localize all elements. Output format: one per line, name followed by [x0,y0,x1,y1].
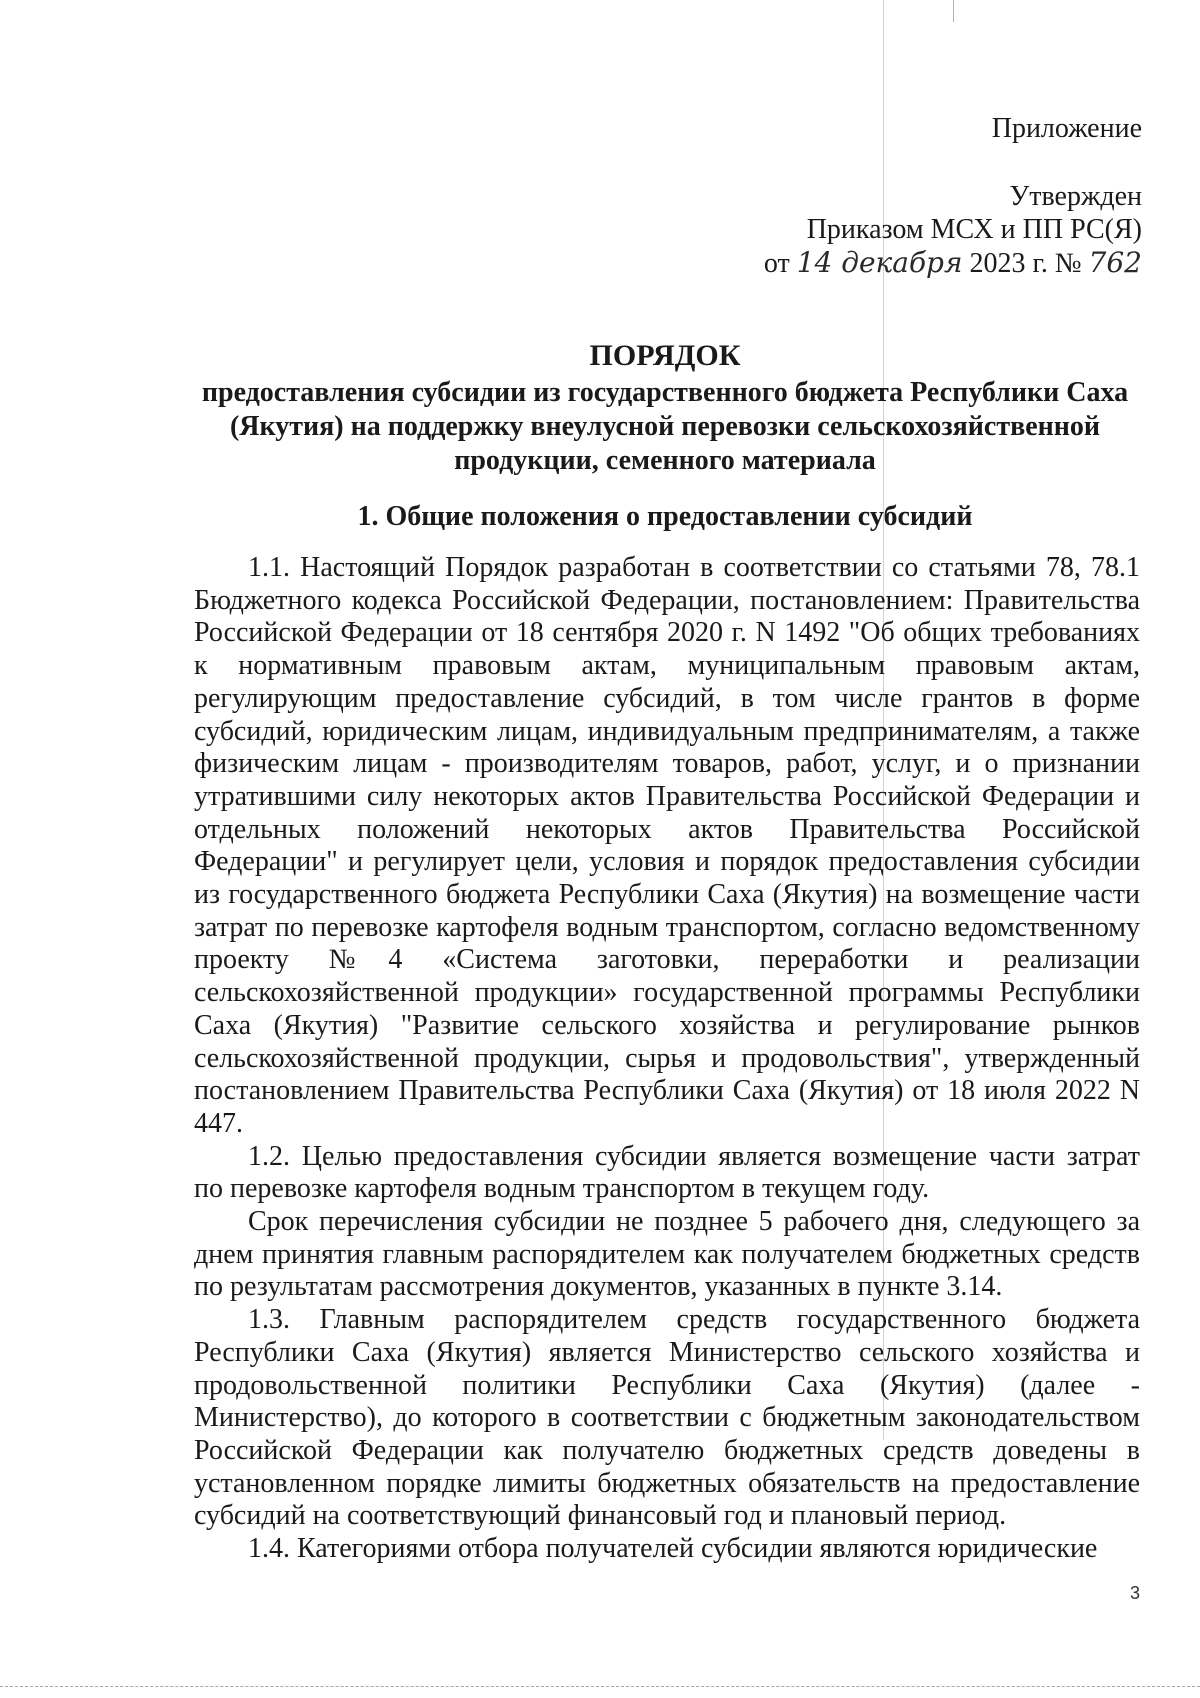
approval-block [764,180,1142,280]
scan-bottom-line [0,1686,1200,1688]
order-line: Приказом МСХ и ПП РС(Я) [806,214,1142,245]
scan-tick-mark [953,0,954,22]
document-body [194,552,1140,1566]
title-main: ПОРЯДОК [589,339,741,372]
section-heading: 1. Общие положения о предоставлении субсидий [357,501,973,532]
appendix-text: Приложение [991,113,1142,144]
page-number: 3 [1129,1583,1140,1603]
appendix-label [992,112,1142,145]
approved-text: Утвержден [1009,181,1142,212]
document-title [190,338,1140,478]
title-subtitle: предоставления субсидии из государственного бюджета Республики Саха (Якутия) на поддержку внеулусной перевозки сельскохозяйственной продукции, семенного материала [201,377,1129,476]
paragraph-1-4: 1.4. Категориями отбора получателей субсидии являются юридические [248,1533,1098,1565]
paragraph-1-1: 1.1. Настоящий Порядок разработан в соответствии со статьями 78, 78.1 Бюджетного кодекса Российской Федерации, постановлением: Правительства Российской Федерации от 18 сентября 2020 г. N 1492 "Об общих требованиях к нормативным правовым актам, муниципальным правовым актам, регулирующим предоставление субсидий, в том числе грантов в форме субсидий, юридическим лицам, индивидуальным предпринимателям, а также физическим лицам - производителям товаров, работ, услуг, и о признании утратившими силу некоторых актов Правительства Российской Федерации и отдельных положений некоторых актов Правительства Российской Федерации" и регулирует цели, условия и порядок предоставления субсидии из государственного бюджета Республики Саха (Якутия) на возмещение части затрат по перевозке картофеля водным транспортом, согласно ведомственному проекту №4 «Система заготовки, переработки и реализации сельскохозяйственной продукции» государственной программы Республики Саха (Якутия) "Развитие сельского хозяйства и регулирование рынков сельскохозяйственной продукции, сырья и продовольствия", утвержденный постановлением Правительства Республики Саха (Якутия) от 18 июля 2022 N 447. [194,552,1140,1139]
paragraph-1-2: 1.2. Целью предоставления субсидии является возмещение части затрат по перевозке картофеля водным транспортом в текущем году. [194,1140,1140,1205]
date-prefix: от [763,248,790,279]
handwritten-number: 762 [1088,246,1142,279]
date-year: 2023 г. № [969,248,1082,279]
paragraph-transfer-term: Срок перечисления субсидии не позднее 5 рабочего дня, следующего за днем принятия главным распорядителем как получателем бюджетных средств по результатам рассмотрения документов, указанных в пункте 3.14. [194,1206,1140,1303]
handwritten-date: 14 декабря [796,246,963,279]
order-date-line [764,246,1142,280]
paragraph-1-3: 1.3. Главным распорядителем средств государственного бюджета Республики Саха (Якутия) является Министерство сельского хозяйства и продовольственной политики Республики Саха (Якутия) (далее - Министерство), до которого в соответствии с бюджетным законодательством Российской Федерации как получателю бюджетных средств доведены в установленном порядке лимиты бюджетных обязательств на предоставление субсидий на соответствующий финансовый год и плановый период. [194,1304,1140,1532]
